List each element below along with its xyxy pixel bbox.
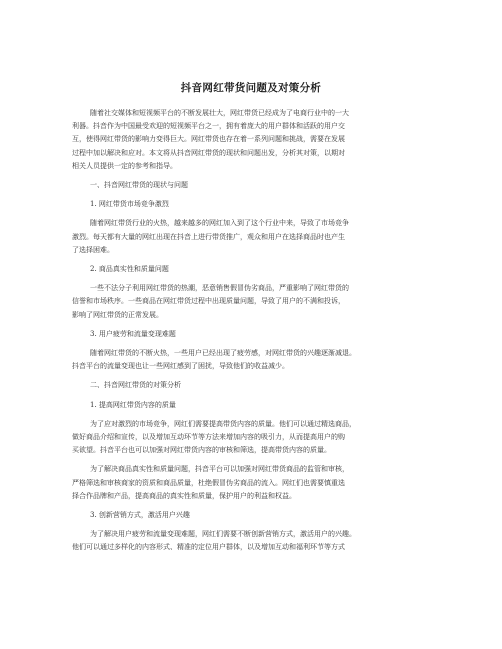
text-line: 3. 创新营销方式，激活用户兴趣 xyxy=(90,511,190,520)
text-line: 1. 网红带货市场竞争激烈 xyxy=(90,200,169,209)
text-line: 随着网红带货行业的火热，越来越多的网红加入到了这个行业中来，导致了市场竞争 xyxy=(90,219,349,228)
paragraph xyxy=(72,217,430,257)
text-line: 抖音平台的流量变现也让一些网红感到了困扰，导致他们的收益减少。 xyxy=(72,362,289,371)
text-line: 一些不法分子利用网红带货的热潮，恶意销售假冒伪劣商品，严重影响了网红带货的 xyxy=(90,284,349,293)
text-line: 1. 提高网红带货内容的质量 xyxy=(90,400,176,409)
text-line: 2. 商品真实性和质量问题 xyxy=(90,265,169,274)
text-line: 买欲望。抖音平台也可以加强对网红带货内容的审核和筛选，提高带货内容的质量。 xyxy=(72,446,331,455)
text-line: 3. 用户疲劳和流量变现难题 xyxy=(90,329,176,338)
paragraph xyxy=(72,418,430,458)
text-line: 严格筛选和审核商家的资质和商品质量，杜绝假冒伪劣商品的流入。网红们也需要慎重选 xyxy=(72,478,345,487)
subsection-heading xyxy=(72,509,430,522)
text-line: 一、抖音网红带货的现状与问题 xyxy=(90,181,188,190)
text-line: 二、抖音网红带货的对策分析 xyxy=(90,381,181,390)
subsection-heading xyxy=(72,263,430,276)
subsection-heading xyxy=(72,399,430,412)
text-line: 他们可以通过多样化的内容形式、精准的定位用户群体，以及增加互动和福利环节等方式 xyxy=(72,543,345,552)
text-line: 做好商品介绍和宣传，以及增加互动环节等方法来增加内容的吸引力，从而提高用户的购 xyxy=(72,433,345,442)
text-line: 互，使得网红带货的影响力变得巨大。网红带货也存在着一系列问题和挑战，需要在发展 xyxy=(72,135,345,144)
text-line: 为了应对激烈的市场竞争，网红们需要提高带货内容的质量。他们可以通过精选商品， xyxy=(90,419,356,428)
text-line: 随着社交媒体和短视频平台的不断发展壮大，网红带货已经成为了电商行业中的一大 xyxy=(90,109,349,117)
section-heading xyxy=(72,379,430,392)
paragraph xyxy=(72,282,430,322)
paragraph xyxy=(72,463,430,503)
text-line: 影响了网红带货的正常发展。 xyxy=(72,310,163,319)
text-line: 随着网红带货的不断火热，一些用户已经出现了疲劳感，对网红带货的兴趣逐渐减退。 xyxy=(90,349,356,358)
paragraph xyxy=(72,107,430,173)
text-line: 了选择困难。 xyxy=(72,245,114,254)
document-body xyxy=(72,107,430,555)
text-line: 过程中加以解决和应对。本文将从抖音网红带货的现状和问题出发，分析其对策，以期对 xyxy=(72,148,345,157)
text-line: 择合作品牌和产品，提高商品的真实性和质量，保护用户的利益和权益。 xyxy=(72,491,296,500)
subsection-heading xyxy=(72,328,430,341)
document-title: 抖音网红带货问题及对策分析 xyxy=(180,82,322,94)
section-heading xyxy=(72,179,430,192)
text-line: 为了解决商品真实性和质量问题，抖音平台可以加强对网红带货商品的监管和审核， xyxy=(90,465,349,474)
text-line: 为了解决用户疲劳和流量变现难题，网红们需要不断创新营销方式，激活用户的兴趣。 xyxy=(90,530,356,539)
text-line: 激烈。每天都有大量的网红出现在抖音上进行带货推广，观众和用户在选择商品时也产生 xyxy=(72,232,345,241)
paragraph xyxy=(72,347,430,373)
text-line: 利器。抖音作为中国最受欢迎的短视频平台之一，拥有着庞大的用户群体和活跃的用户交 xyxy=(72,122,345,131)
subsection-heading xyxy=(72,198,430,211)
text-line: 信誉和市场秩序。一些商品在网红带货过程中出现质量问题，导致了用户的不满和投诉， xyxy=(72,297,345,306)
paragraph xyxy=(72,528,430,554)
text-line: 相关人员提供一定的参考和指导。 xyxy=(72,161,177,170)
